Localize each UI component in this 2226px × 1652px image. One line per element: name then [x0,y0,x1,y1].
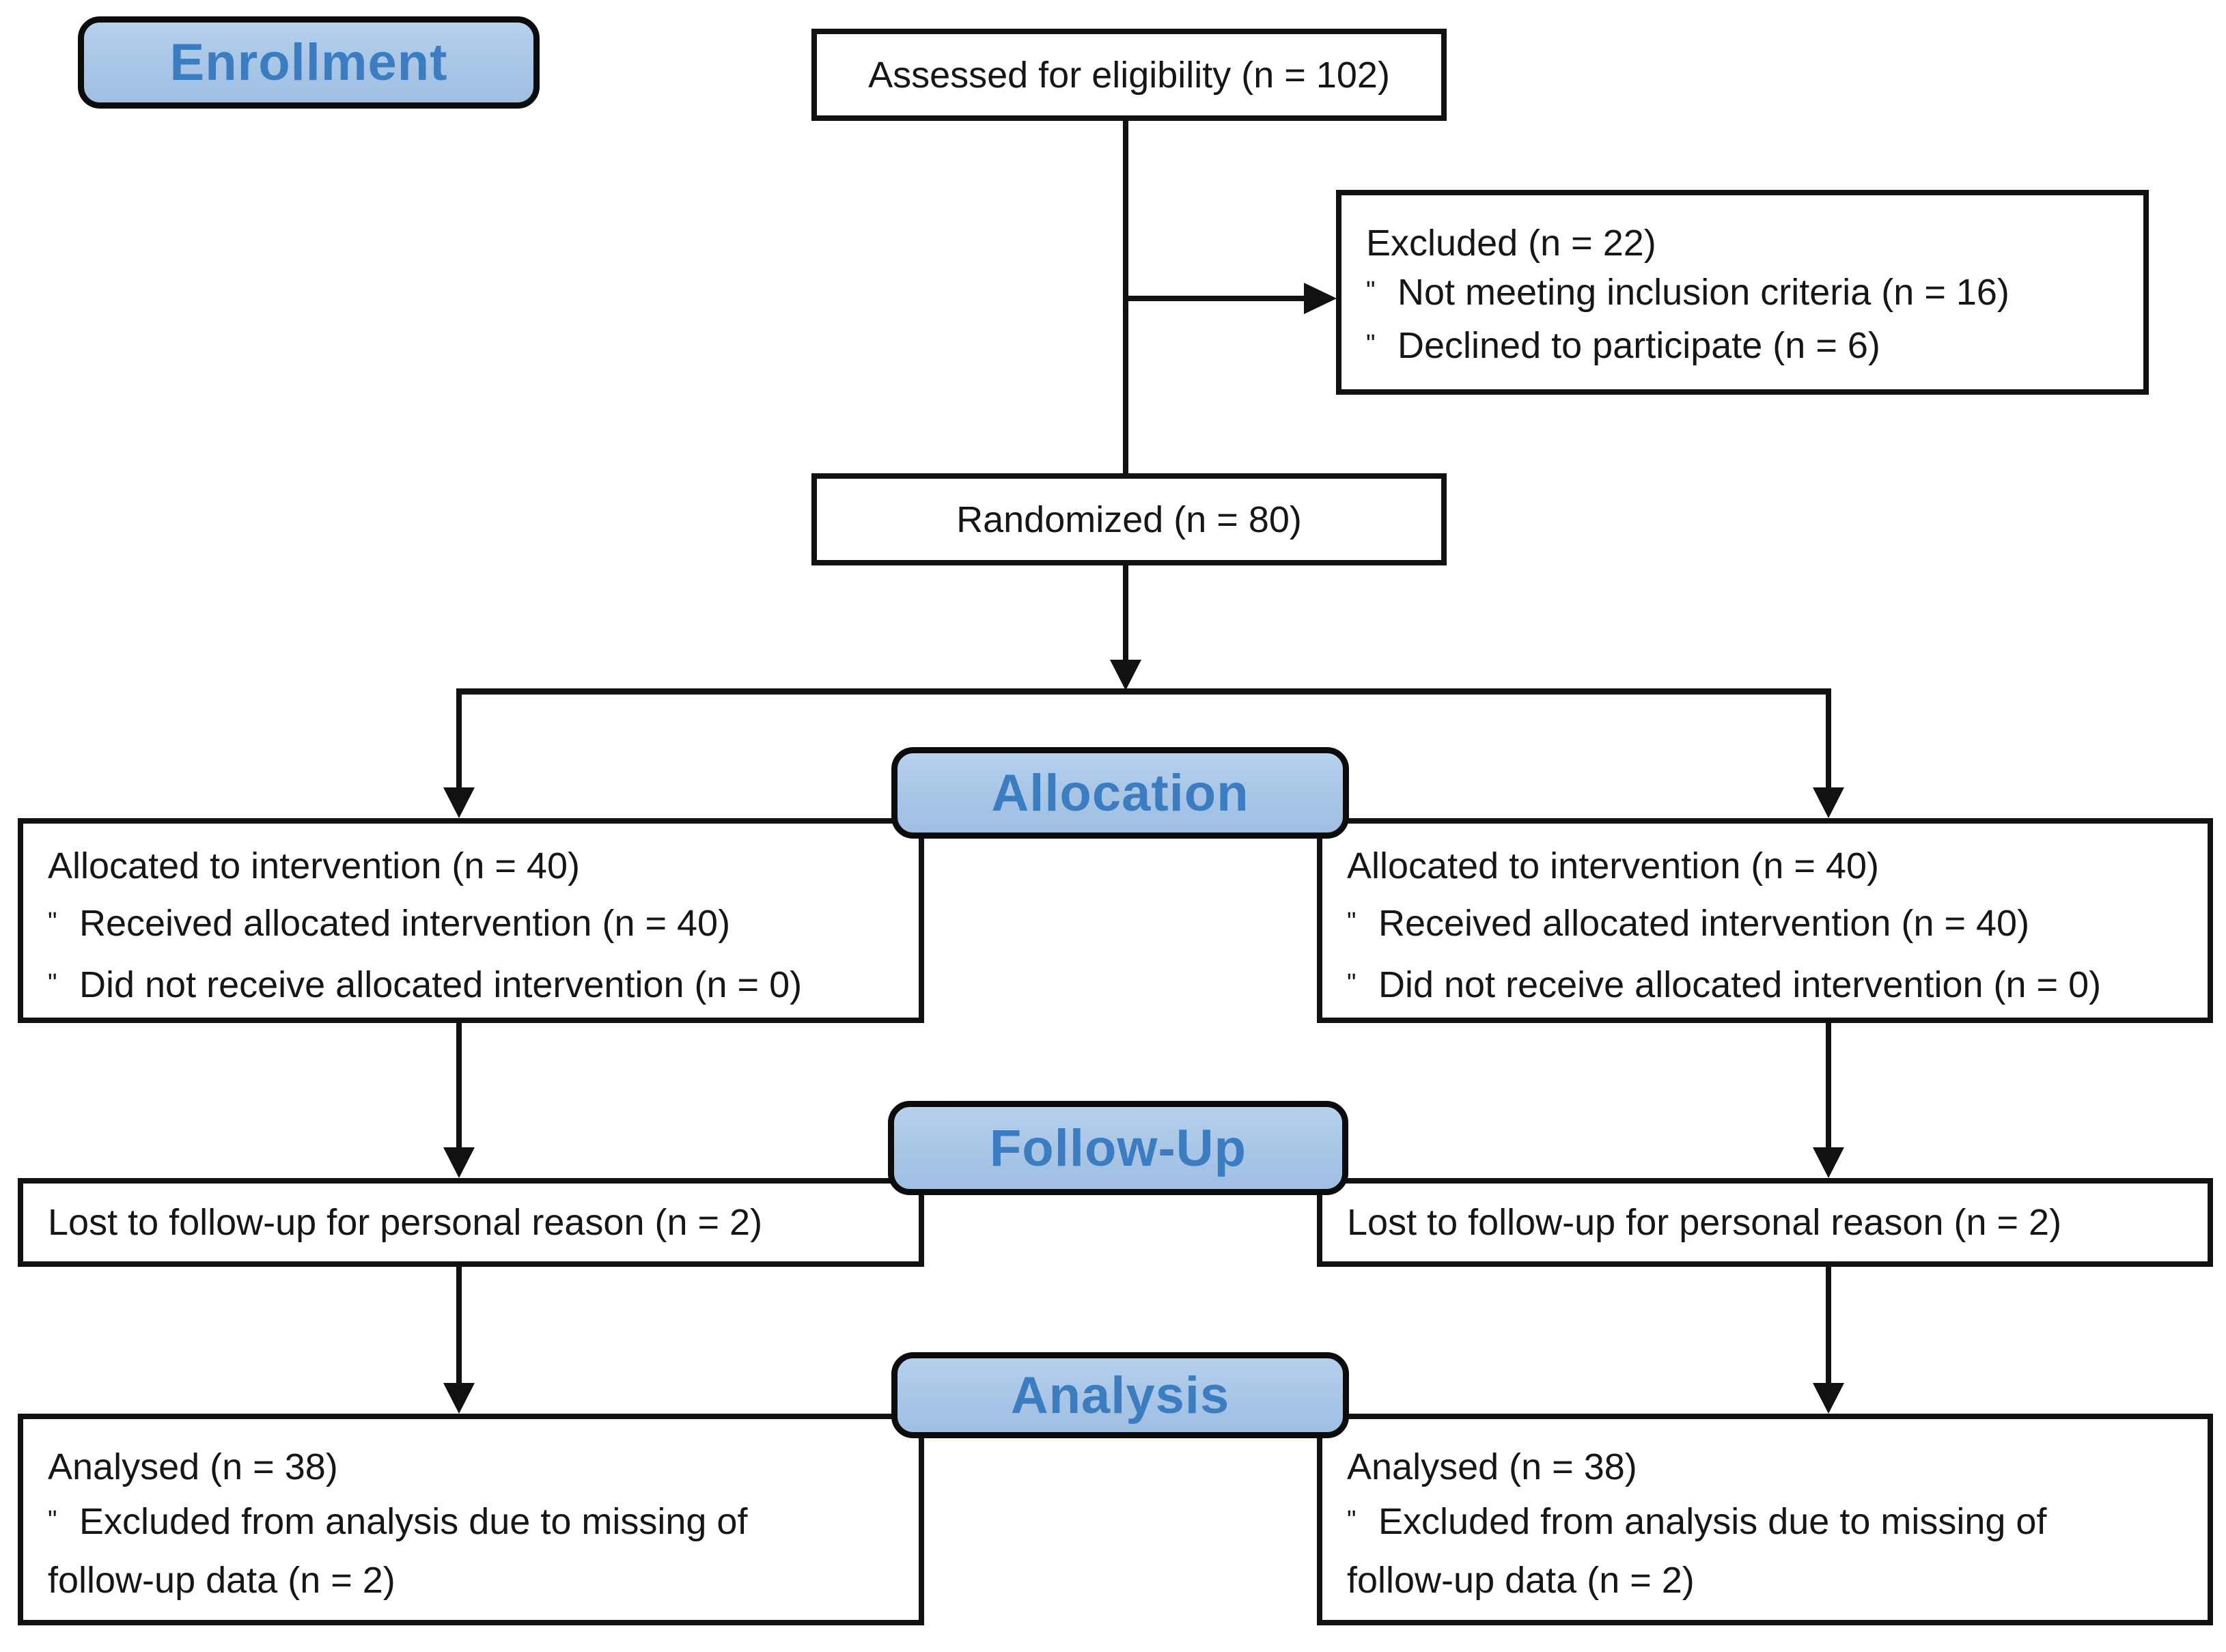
allocation-left-item-text: Did not receive allocated intervention (n = 0) [79,964,803,1005]
arrowhead-into-excluded [1304,283,1337,314]
connector-lost-to-analysis-left [456,1265,462,1384]
analysis-left-item-text: Excluded from analysis due to missing of [79,1501,748,1542]
allocation-left-box [18,818,924,1023]
analysis-left-box [18,1414,924,1625]
allocation-left-item [23,956,919,1018]
followup-stage-label: Follow-Up [989,1119,1247,1177]
allocation-right-item-text: Did not receive allocated intervention (n = 0) [1378,964,2102,1005]
followup-stage-badge [888,1101,1348,1195]
bullet-icon: " [48,908,55,936]
analysis-right-box [1317,1414,2213,1625]
analysis-left-title: Analysed (n = 38) [48,1446,338,1487]
excluded-box [1336,190,2149,395]
bullet-icon: " [48,969,55,998]
analysis-left-item [23,1494,919,1553]
allocation-right-title: Allocated to intervention (n = 40) [1347,845,1879,886]
arrowhead-into-lost-right [1813,1147,1844,1178]
bullet-icon: " [1347,969,1354,998]
analysis-right-item-text: Excluded from analysis due to missing of [1378,1501,2047,1542]
allocation-right-item-text: Received allocated intervention (n = 40) [1378,903,2030,944]
analysis-left-item-continuation: follow-up data (n = 2) [48,1560,395,1601]
allocation-left-item [23,895,919,956]
allocation-left-item-text: Received allocated intervention (n = 40) [79,903,731,944]
lost-followup-right-box [1317,1178,2213,1267]
bullet-icon: " [1347,1506,1354,1535]
analysis-right-item-continuation: follow-up data (n = 2) [1347,1560,1695,1601]
connector-branch-to-alloc-right [1826,688,1831,788]
bullet-icon: " [1347,908,1354,936]
allocation-stage-label: Allocation [991,764,1249,822]
allocation-right-item [1322,895,2208,956]
connector-alloc-to-lost-left [456,1022,462,1149]
enrollment-stage-badge [78,16,540,109]
allocation-right-box [1317,818,2213,1023]
allocation-stage-badge [891,747,1349,839]
randomized-text: Randomized (n = 80) [956,499,1302,540]
arrowhead-into-analysis-left [443,1383,475,1414]
excluded-title: Excluded (n = 22) [1366,223,1656,264]
analysis-stage-label: Analysis [1010,1366,1230,1425]
lost-followup-left-text: Lost to follow-up for personal reason (n = 2) [48,1202,763,1243]
arrowhead-into-alloc-right [1813,787,1844,818]
excluded-item-text: Declined to participate (n = 6) [1397,325,1880,366]
excluded-item [1341,268,2143,321]
arrowhead-onto-branch [1110,660,1141,690]
lost-followup-right-text: Lost to follow-up for personal reason (n = 2) [1347,1202,2062,1243]
analysis-right-title: Analysed (n = 38) [1347,1446,1637,1487]
allocation-right-item [1322,956,2208,1018]
assessed-eligibility-text: Assessed for eligibility (n = 102) [868,54,1390,96]
connector-branch-to-alloc-left [456,688,462,788]
assessed-eligibility-box [811,29,1447,121]
arrowhead-into-lost-left [443,1147,475,1178]
arrowhead-into-analysis-right [1813,1383,1844,1414]
excluded-item-text: Not meeting inclusion criteria (n = 16) [1397,272,2009,313]
lost-followup-left-box [18,1178,924,1267]
connector-to-excluded [1125,296,1305,301]
connector-randomized-to-branch [1123,564,1128,661]
arrowhead-into-alloc-left [443,787,475,818]
analysis-right-item [1322,1494,2208,1553]
allocation-left-title: Allocated to intervention (n = 40) [48,845,580,886]
randomized-box [811,473,1447,565]
connector-lost-to-analysis-right [1826,1265,1831,1384]
bullet-icon: " [1366,277,1374,305]
connector-alloc-to-lost-right [1826,1022,1831,1149]
enrollment-stage-label: Enrollment [169,33,448,92]
bullet-icon: " [1366,330,1374,359]
excluded-item [1341,321,2143,374]
bullet-icon: " [48,1506,55,1535]
branch-line [456,688,1831,695]
analysis-stage-badge [891,1352,1349,1438]
